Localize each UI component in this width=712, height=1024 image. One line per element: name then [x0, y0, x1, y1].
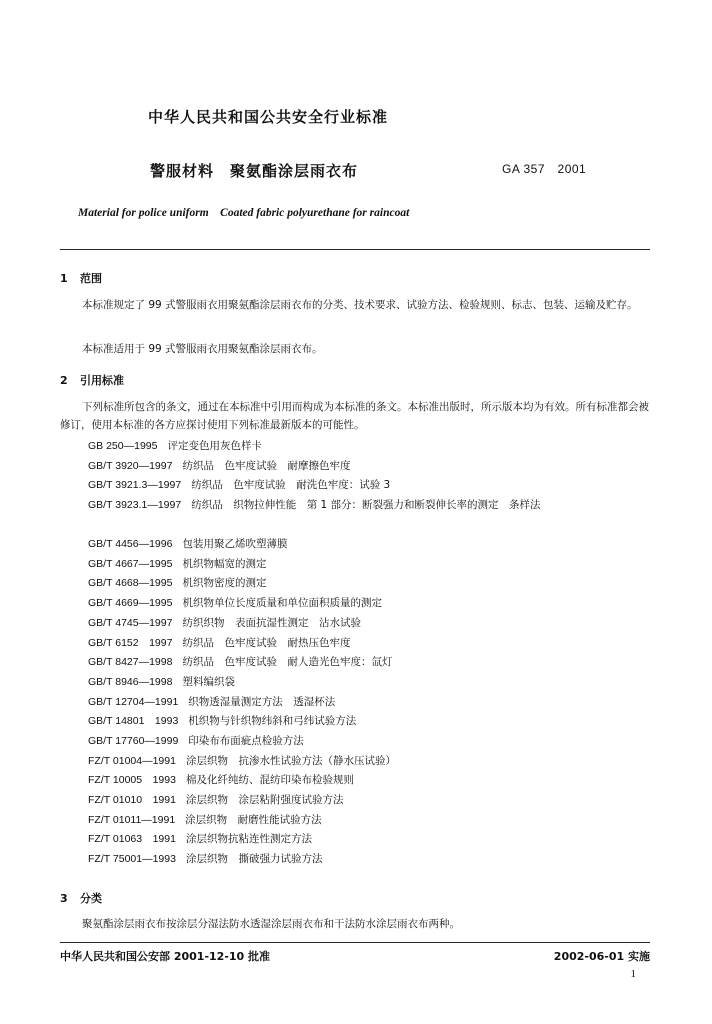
reference-code: FZ/T 10005 1993 — [88, 774, 176, 787]
reference-item — [88, 634, 653, 654]
reference-item — [88, 830, 653, 850]
reference-title: 纺织品 织物拉伸性能 第 1 部分：断裂强力和断裂伸长率的测定 条样法 — [191, 499, 541, 512]
reference-item — [88, 712, 653, 732]
reference-item — [88, 457, 653, 477]
standard-number: GA 357 2001 — [502, 162, 587, 176]
reference-title: 涂层织物 抗渗水性试验方法（静水压试验） — [185, 754, 396, 767]
reference-list — [88, 437, 653, 870]
reference-code: GB/T 3923.1—1997 — [88, 499, 182, 512]
section-1-heading — [60, 270, 102, 286]
reference-code: GB 250—1995 — [88, 440, 158, 452]
reference-code: GB/T 3920—1997 — [88, 459, 173, 472]
reference-title: 涂层织物 涂层粘附强度试验方法 — [185, 794, 344, 806]
reference-title: 机织物幅宽的测定 — [182, 557, 267, 570]
section-3-paragraph — [60, 915, 650, 933]
reference-item — [88, 437, 653, 457]
section-2-heading — [60, 372, 124, 388]
section-1-number: 1 — [60, 272, 68, 285]
section-3-heading — [60, 890, 102, 906]
reference-code: GB/T 4667—1995 — [88, 557, 173, 570]
reference-title: 纺织织物 表面抗湿性测定 沾水试验 — [182, 616, 361, 629]
reference-item — [88, 496, 653, 535]
reference-item — [88, 732, 653, 752]
ministry-title: 中华人民共和国公共安全行业标准 — [148, 108, 389, 126]
reference-code: FZ/T 01063 1991 — [88, 833, 176, 846]
reference-item — [88, 476, 653, 496]
reference-item — [88, 752, 653, 772]
reference-item — [88, 771, 653, 791]
reference-code: GB/T 6152 1997 — [88, 636, 173, 649]
section-1-paragraph-1-text: 本标准规定了 99 式警服雨衣用聚氨酯涂层雨衣布的分类、技术要求、试验方法、检验规则、标志、包装、运输及贮存。 — [82, 299, 638, 311]
reference-title: 纺织品 色牢度试验 耐人造光色牢度：氙灯 — [182, 656, 393, 669]
section-3-number: 3 — [60, 892, 68, 905]
section-2-title: 引用标准 — [80, 374, 124, 387]
reference-code: GB/T 4745—1997 — [88, 616, 173, 629]
reference-title: 涂层织物抗粘连性测定方法 — [185, 833, 312, 846]
reference-code: GB/T 14801 1993 — [88, 715, 179, 728]
reference-title: 印染布布面疵点检验方法 — [188, 734, 304, 747]
section-1-paragraph-1 — [60, 296, 650, 314]
reference-title: 织物透湿量测定方法 透湿杯法 — [188, 695, 336, 708]
footer-divider — [60, 942, 650, 943]
section-3-title: 分类 — [80, 892, 102, 905]
section-1-title: 范围 — [80, 272, 102, 285]
section-2-intro — [60, 398, 650, 434]
reference-title: 评定变色用灰色样卡 — [167, 440, 262, 452]
reference-title: 机织物与针织物纬斜和弓纬试验方法 — [188, 715, 357, 728]
reference-item — [88, 653, 653, 673]
reference-item — [88, 574, 653, 594]
section-2-number: 2 — [60, 374, 68, 387]
reference-code: FZ/T 01010 1991 — [88, 794, 176, 806]
reference-title: 纺织品 色牢度试验 耐摩擦色牢度 — [182, 459, 351, 472]
reference-code: GB/T 4456—1996 — [88, 538, 173, 551]
reference-title: 包装用聚乙烯吹塑薄膜 — [182, 538, 288, 551]
reference-title: 涂层织物 耐磨性能试验方法 — [185, 813, 322, 826]
reference-code: GB/T 8427—1998 — [88, 656, 173, 669]
reference-code: FZ/T 01004—1991 — [88, 754, 176, 767]
reference-code: FZ/T 01011—1991 — [88, 813, 176, 826]
reference-code: GB/T 12704—1991 — [88, 695, 179, 708]
section-2-intro-text: 下列标准所包含的条文，通过在本标准中引用而构成为本标准的条文。本标准出版时，所示版本均为有效。所有标准都会被修订，使用本标准的各方应探讨使用下列标准最新版本的可能性。 — [60, 401, 649, 431]
section-3-paragraph-text: 聚氨酯涂层雨衣布按涂层分湿法防水透湿涂层雨衣布和干法防水涂层雨衣布两种。 — [82, 918, 460, 930]
section-1-paragraph-2 — [60, 340, 650, 358]
reference-item — [88, 673, 653, 693]
reference-code: FZ/T 75001—1993 — [88, 853, 176, 866]
header-divider — [60, 249, 650, 250]
standard-title: 警服材料 聚氨酯涂层雨衣布 — [150, 162, 359, 180]
reference-title: 纺织品 色牢度试验 耐洗色牢度：试验 3 — [191, 479, 391, 492]
reference-title: 纺织品 色牢度试验 耐热压色牢度 — [182, 636, 351, 649]
implementation-date: 2002-06-01 实施 — [553, 950, 650, 963]
reference-item — [88, 811, 653, 831]
reference-title: 机织物密度的测定 — [182, 577, 267, 590]
section-1-paragraph-2-text: 本标准适用于 99 式警服雨衣用聚氨酯涂层雨衣布。 — [82, 343, 323, 355]
reference-code: GB/T 8946—1998 — [88, 675, 173, 688]
reference-item — [88, 693, 653, 713]
reference-item — [88, 555, 653, 575]
reference-title: 塑料编织袋 — [182, 675, 235, 688]
reference-item — [88, 614, 653, 634]
reference-item — [88, 791, 653, 811]
page-number: 1 — [630, 968, 636, 980]
reference-code: GB/T 4668—1995 — [88, 577, 173, 590]
approval-line: 中华人民共和国公安部 2001-12-10 批准 — [60, 950, 271, 963]
reference-item — [88, 535, 653, 555]
reference-code: GB/T 4669—1995 — [88, 597, 173, 610]
reference-item — [88, 850, 653, 870]
reference-title: 机织物单位长度质量和单位面积质量的测定 — [182, 597, 382, 610]
reference-title: 涂层织物 撕破强力试验方法 — [185, 853, 323, 866]
reference-code: GB/T 3921.3—1997 — [88, 479, 182, 492]
reference-title: 棉及化纤纯纺、混纺印染布检验规则 — [185, 774, 354, 787]
english-title: Material for police uniform Coated fabric polyurethane for raincoat — [78, 207, 410, 219]
reference-code: GB/T 17760—1999 — [88, 734, 179, 747]
reference-item — [88, 594, 653, 614]
